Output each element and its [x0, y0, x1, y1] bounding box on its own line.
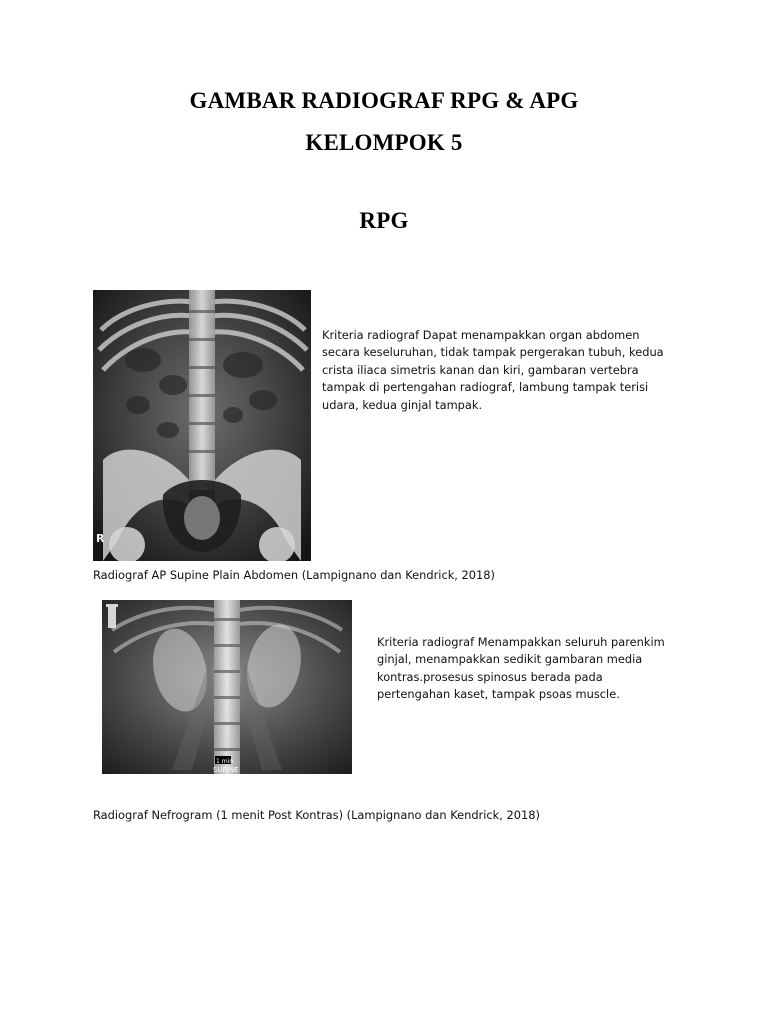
figure-1-description: Kriteria radiograf Dapat menampakkan organ abdomen secara keseluruhan, tidak tampak pergerakan tubuh, kedua crista iliaca simetris kanan dan kiri, gambaran vertebra tampak di pertengahan radiograf, lambung tampak terisi udara, kedua ginjal tampak.: [322, 328, 664, 412]
xray-side-marker: R: [96, 532, 105, 545]
xray-position-marker: SUPINE: [213, 766, 239, 774]
section-heading: RPG: [359, 208, 409, 233]
figure-2-caption: Radiograf Nefrogram (1 menit Post Kontras) (Lampignano dan Kendrick, 2018): [93, 808, 540, 822]
xray-time-marker: 1 min: [216, 758, 234, 765]
document-subtitle: KELOMPOK 5: [305, 130, 463, 155]
xray-image-nephrogram: [102, 600, 352, 774]
document-title: GAMBAR RADIOGRAF RPG & APG: [189, 88, 579, 113]
xray-image-plain-abdomen: [93, 290, 311, 561]
figure-2-description: Kriteria radiograf Menampakkan seluruh parenkim ginjal, menampakkan sedikit gambaran media kontras.prosesus spinosus berada pada pertengahan kaset, tampak psoas muscle.: [377, 635, 665, 702]
figure-1-caption: Radiograf AP Supine Plain Abdomen (Lampignano dan Kendrick, 2018): [93, 568, 495, 582]
